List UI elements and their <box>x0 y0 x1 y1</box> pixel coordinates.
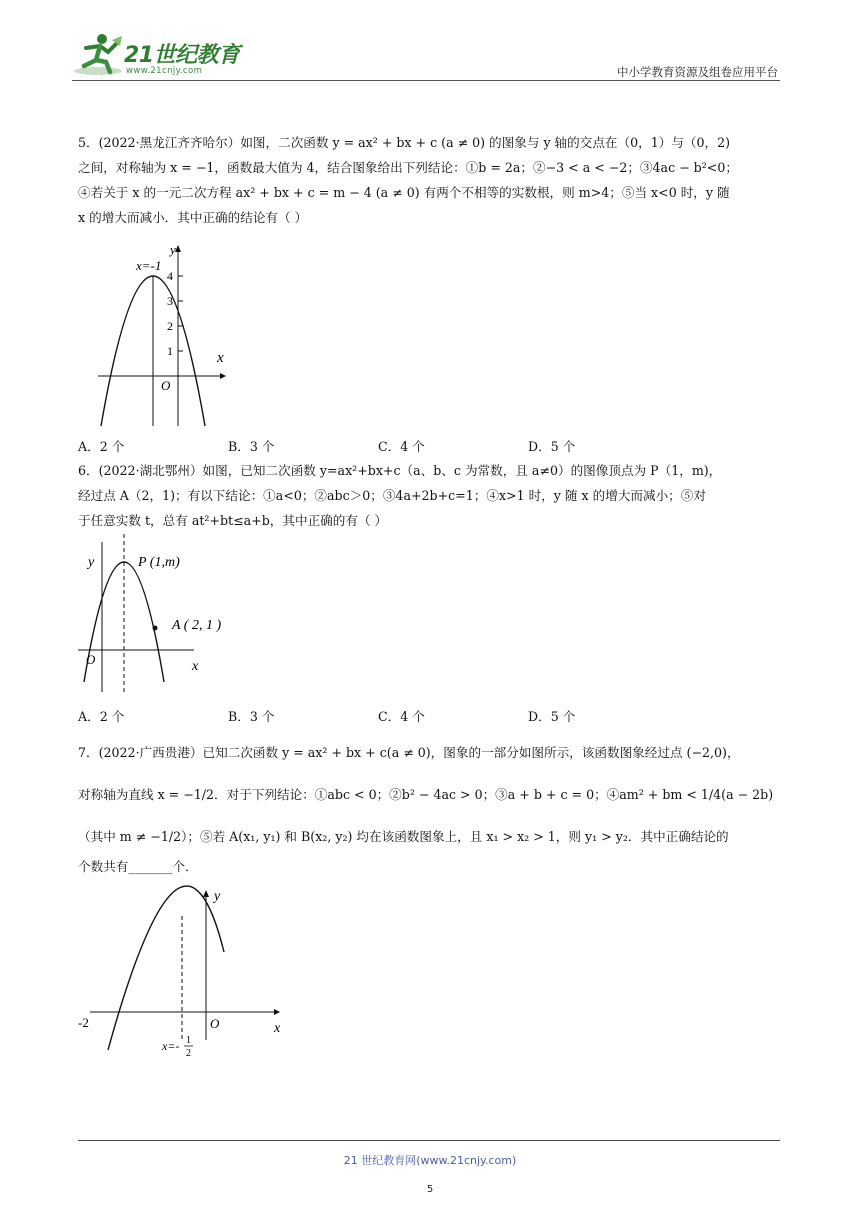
tick-label-3: 3 <box>167 294 173 308</box>
option-c[interactable]: C．4 个 <box>378 709 425 724</box>
y-axis-arrow <box>175 245 181 252</box>
header-platform-title: 中小学教育资源及组卷应用平台 <box>617 65 778 79</box>
parabola-curve <box>108 886 224 1050</box>
tick-label-2: 2 <box>167 319 173 333</box>
question-line: 经过点 A（2，1)；有以下结论：①a<0；②abc＞0；③4a+2b+c=1；④x>1 时，y 随 x 的增大而减小；⑤对 <box>78 488 706 503</box>
origin-label: O <box>210 1016 220 1031</box>
page-number: 5 <box>426 1184 434 1195</box>
y-axis-label: y <box>170 242 176 257</box>
runner-logo-icon <box>72 30 124 80</box>
point-a <box>153 626 158 631</box>
neg-two-label: -2 <box>78 1015 89 1030</box>
question-5 <box>78 130 783 230</box>
footer-site-link[interactable]: 21 世纪教育网(www.21cnjy.com) <box>343 1154 517 1167</box>
q7-parabola-figure <box>74 880 294 1060</box>
vertex-label: P (1,m) <box>138 555 180 570</box>
y-axis-label: y <box>88 555 95 570</box>
x-axis-label: x <box>274 1021 281 1036</box>
origin-label: O <box>86 652 96 667</box>
question-line: 于任意实数 t，总有 at²+bt≤a+b，其中正确的有（ ） <box>78 513 388 528</box>
logo-text: 21世纪教育 <box>124 43 240 68</box>
question-line: 6．(2022·湖北鄂州）如图，已知二次函数 y=ax²+bx+c（a、b、c 为常数，且 a≠0）的图像顶点为 P（1，m)， <box>78 463 722 478</box>
question-line: 7．(2022·广西贵港）已知二次函数 y = ax² + bx + c(a ≠ 0)，图象的一部分如图所示，该函数图象经过点 (−2,0)， <box>78 745 740 760</box>
option-d[interactable]: D．5 个 <box>528 709 576 724</box>
question-line: 个数共有_______个． <box>78 859 198 874</box>
tick-label-4: 4 <box>167 269 173 283</box>
q5-options <box>78 436 778 458</box>
point-a-label: A ( 2, 1 ) <box>172 618 222 633</box>
symmetry-axis-frac-num: 1 <box>186 1035 191 1046</box>
question-line: 5．(2022·黑龙江齐齐哈尔）如图，二次函数 y = ax² + bx + c (a ≠ 0) 的图象与 y 轴的交点在（0，1）与（0，2) <box>78 135 731 150</box>
page-header <box>72 30 780 82</box>
option-a[interactable]: A．2 个 <box>78 709 125 724</box>
option-d[interactable]: D．5 个 <box>528 439 576 454</box>
x-axis-label: x <box>192 659 199 674</box>
question-line: x 的增大而减小．其中正确的结论有（ ） <box>78 210 308 225</box>
q6-parabola-figure <box>76 532 256 698</box>
question-line: 对称轴为直线 x = −1/2．对于下列结论：①abc < 0；②b² − 4ac > 0；③a + b + c = 0；④am² + bm < 1/4(a − 2b) <box>78 787 774 802</box>
option-b[interactable]: B．3 个 <box>228 439 275 454</box>
y-axis-arrow <box>203 890 209 897</box>
x-axis-arrow <box>220 373 226 379</box>
option-b[interactable]: B．3 个 <box>228 709 275 724</box>
tick-label-1: 1 <box>167 344 173 358</box>
question-line: ④若关于 x 的一元二次方程 ax² + bx + c = m − 4 (a ≠ 0) 有两个不相等的实数根，则 m>4；⑤当 x<0 时，y 随 <box>78 185 730 200</box>
header-divider <box>72 80 780 81</box>
question-6 <box>78 458 783 533</box>
symmetry-axis-label-prefix: x=- <box>162 1039 180 1053</box>
option-c[interactable]: C．4 个 <box>378 439 425 454</box>
logo-url: www.21cnjy.com <box>126 66 203 76</box>
question-7 <box>78 738 783 882</box>
q6-options <box>78 706 778 728</box>
symmetry-axis-frac-den: 2 <box>186 1048 191 1059</box>
origin-label: O <box>161 378 171 393</box>
option-a[interactable]: A．2 个 <box>78 439 125 454</box>
x-axis-arrow <box>274 1009 280 1015</box>
y-axis-label: y <box>214 889 221 904</box>
question-line: 之间，对称轴为 x = −1，函数最大值为 4，结合图象给出下列结论：①b = 2a；②−3 < a < −2；③4ac − b²<0； <box>78 160 738 175</box>
footer-divider <box>78 1140 780 1141</box>
symmetry-axis-label: x=-1 <box>136 258 162 273</box>
question-line: （其中 m ≠ −1/2）；⑤若 A(x₁, y₁) 和 B(x₂, y₂) 均在该函数图象上，且 x₁ > x₂ > 1，则 y₁ > y₂．其中正确结论的 <box>78 829 729 844</box>
site-logo[interactable] <box>72 30 262 80</box>
x-axis-label: x <box>217 350 224 366</box>
q5-parabola-figure <box>92 240 242 430</box>
